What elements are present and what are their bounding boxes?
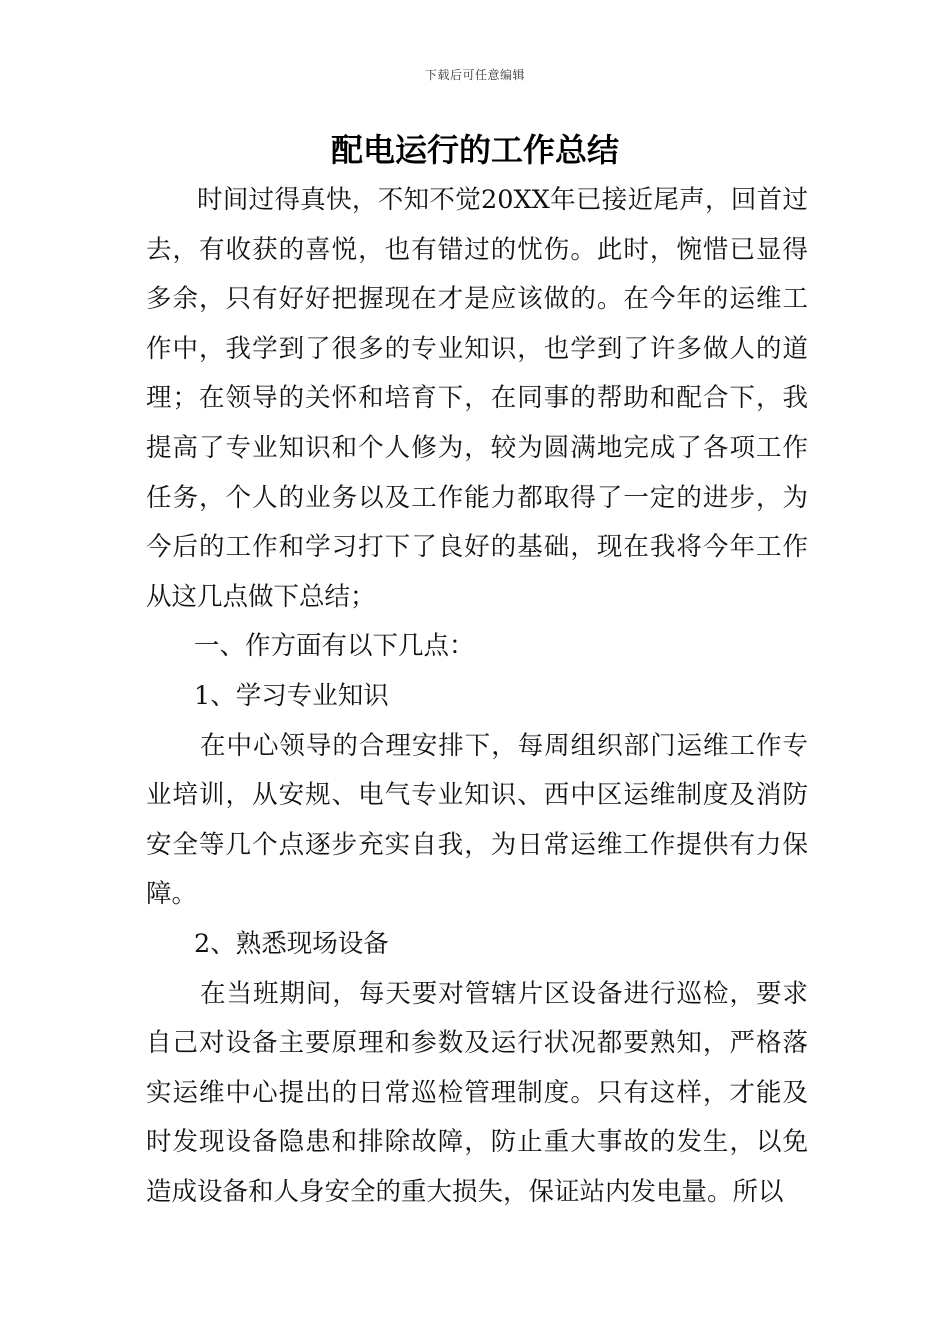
page-title: 配电运行的工作总结 (330, 131, 619, 169)
item1-heading: 1、学习专业知识 (194, 680, 389, 711)
item2-heading: 2、熟悉现场设备 (194, 928, 389, 959)
header-note: 下载后可任意编辑 (424, 68, 525, 82)
section-heading: 一、作方面有以下几点： (194, 631, 475, 662)
item1-paragraph: 在中心领导的合理安排下，每周组织部门运维工作专业培训，从安规、电气专业知识、西中区运维制度及消防安全等几个点逐步充实自我，为日常运维工作提供有力保障。 (146, 730, 808, 910)
intro-paragraph: 时间过得真快，不知不觉20XX年已接近尾声，回首过去，有收获的喜悦，也有错过的忧伤。此时，惋惜已显得多余，只有好好把握现在才是应该做的。在今年的运维工作中，我学到了很多的专业知识，也学到了许多做人的道理；在领导的关怀和培育下，在同事的帮助和配合下，我提高了专业知识和个人修为，较为圆满地完成了各项工作任务，个人的业务以及工作能力都取得了一定的进步，为今后的工作和学习打下了良好的基础，现在我将今年工作从这几点做下总结； (146, 185, 808, 612)
item2-paragraph: 在当班期间，每天要对管辖片区设备进行巡检，要求自己对设备主要原理和参数及运行状况都要熟知，严格落实运维中心提出的日常巡检管理制度。只有这样，才能及时发现设备隐患和排除故障，防止重大事故的发生，以免造成设备和人身安全的重大损失，保证站内发电量。所以 (146, 978, 808, 1207)
document-body (146, 176, 808, 1217)
